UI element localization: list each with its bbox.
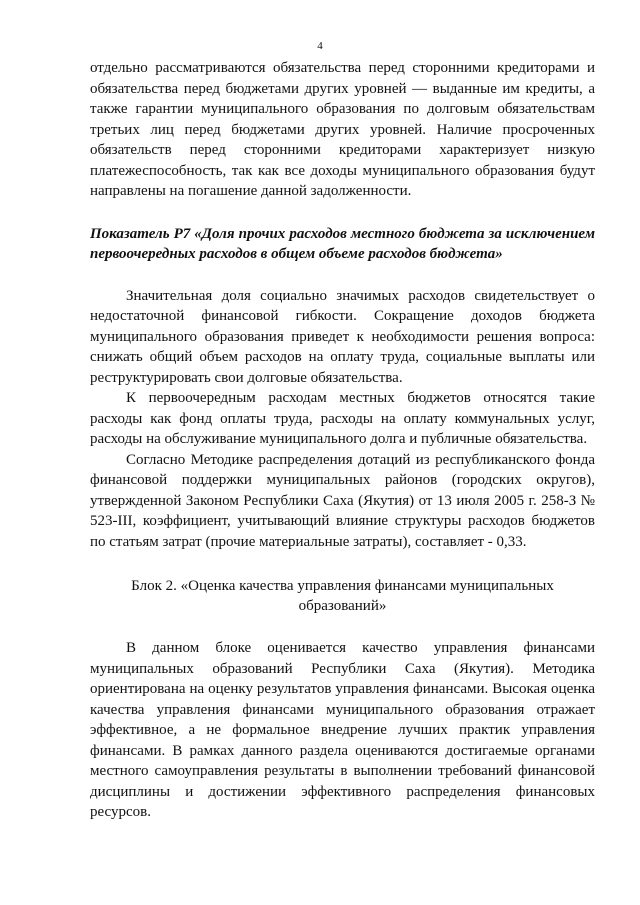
paragraph-block-description: В данном блоке оценивается качество управления финансами муниципальных образований Республики Саха (Якутия). Методика ориентирована на оценку результатов управления финансами. Высокая оценка качества управления финансами муниципального образования отражает эффективное, а не формальное внедрение лучших практик управления финансами. В рамках данного раздела оцениваются достигаемые органами местного самоуправления результаты в выполнении требований финансовой дисциплины и достижении эффективного распределения финансовых ресурсов. <box>90 640 595 820</box>
block-title: Блок 2. «Оценка качества управления финансами муниципальных образований» <box>131 578 554 614</box>
paragraph-methodology: Согласно Методике распределения дотаций из республиканского фонда финансовой поддержки муниципальных районов (городских округов), утвержденной Законом Республики Саха (Якутия) от 13 июля 2005 г. 258-З № 523-III, коэффициент, учитывающий влияние структуры расходов бюджетов по статьям затрат (прочие материальные затраты), составляет - 0,33. <box>90 451 595 550</box>
section-heading-p7: Показатель Р7 «Доля прочих расходов местного бюджета за исключением первоочередных расходов в общем объеме расходов бюджета» <box>90 225 595 262</box>
document-body <box>90 58 595 823</box>
paragraph-obligations: отдельно рассматриваются обязательства перед сторонними кредиторами и обязательства перед бюджетами других уровней — выданные им кредиты, а также гарантии муниципального образования по долговым обязательствам третьих лиц перед бюджетами других уровней. Наличие просроченных обязательств перед сторонними кредиторами характеризует низкую платежеспособность, так как все доходы муниципального образования будут направлены на погашение данной задолженности. <box>90 60 595 199</box>
page-number: 4 <box>317 40 323 52</box>
paragraph-priority-expenses: К первоочередным расходам местных бюджетов относятся такие расходы как фонд оплаты труда, расходы на оплату коммунальных услуг, расходы на обслуживание муниципального долга и публичные обязательства. <box>90 390 595 447</box>
paragraph-social-expenses: Значительная доля социально значимых расходов свидетельствует о недостаточной финансовой гибкости. Сокращение доходов бюджета муниципального образования приведет к необходимости решения вопроса: снижать общий объем расходов на оплату труда, социальные выплаты или реструктурировать свои долговые обязательства. <box>90 287 595 386</box>
